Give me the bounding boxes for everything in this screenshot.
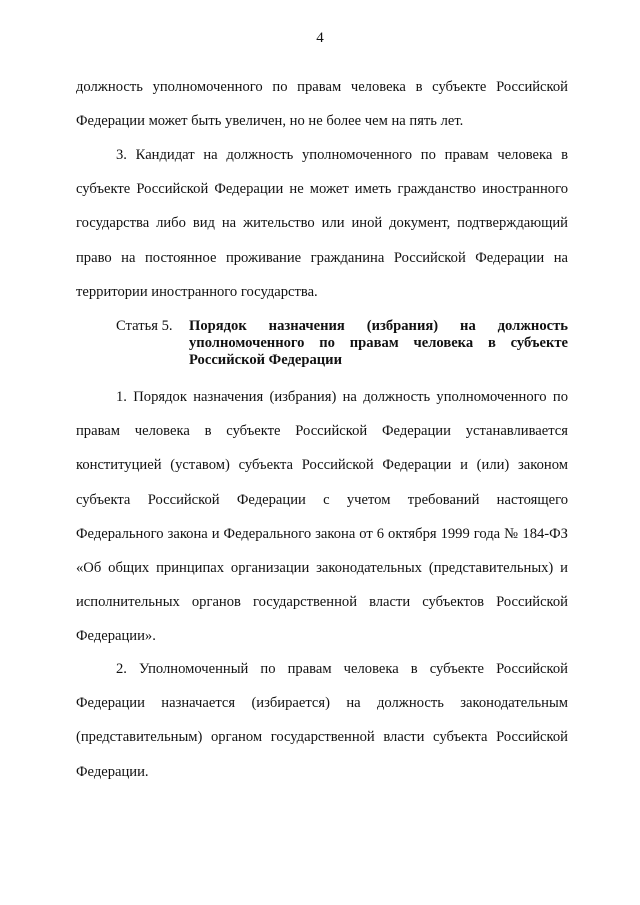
article-5-item-1 — [76, 380, 568, 654]
paragraph-text: 3. Кандидат на должность уполномоченного по правам человека в субъекте Российской Федерации не может иметь гражданство иностранного государства либо вид на жительство или иной документ, подтверждающий право на постоянное проживание гражданина Российской Федерации на территории иностранного государства. — [76, 147, 568, 300]
article-title: Порядок назначения (избрания) на должность уполномоченного по правам человека в субъекте Российской Федерации — [189, 318, 568, 368]
paragraph-text: 2. Уполномоченный по правам человека в субъекте Российской Федерации назначается (избирается) на должность законодательным (представительным) органом государственной власти субъекта Российской Федерации. — [76, 661, 568, 780]
article-label: Статья 5. — [116, 318, 173, 334]
paragraph-text: должность уполномоченного по правам человека в субъекте Российской Федерации может быть увеличен, но не более чем на пять лет. — [76, 79, 568, 130]
item-3-paragraph — [76, 138, 568, 309]
page-number: 4 — [316, 30, 324, 46]
continued-paragraph — [76, 70, 568, 138]
paragraph-text: 1. Порядок назначения (избрания) на должность уполномоченного по правам человека в субъекте Российской Федерации устанавливается конституцией (уставом) субъекта Российской Федерации и (или) законом субъекта Российской Федерации с учетом требований настоящего Федерального закона и Федерального закона от 6 октября 1999 года № 184-ФЗ «Об общих принципах организации законодательных (представительных) и исполнительных органов государственной власти субъектов Российской Федерации». — [76, 389, 568, 645]
article-5-item-2 — [76, 652, 568, 789]
